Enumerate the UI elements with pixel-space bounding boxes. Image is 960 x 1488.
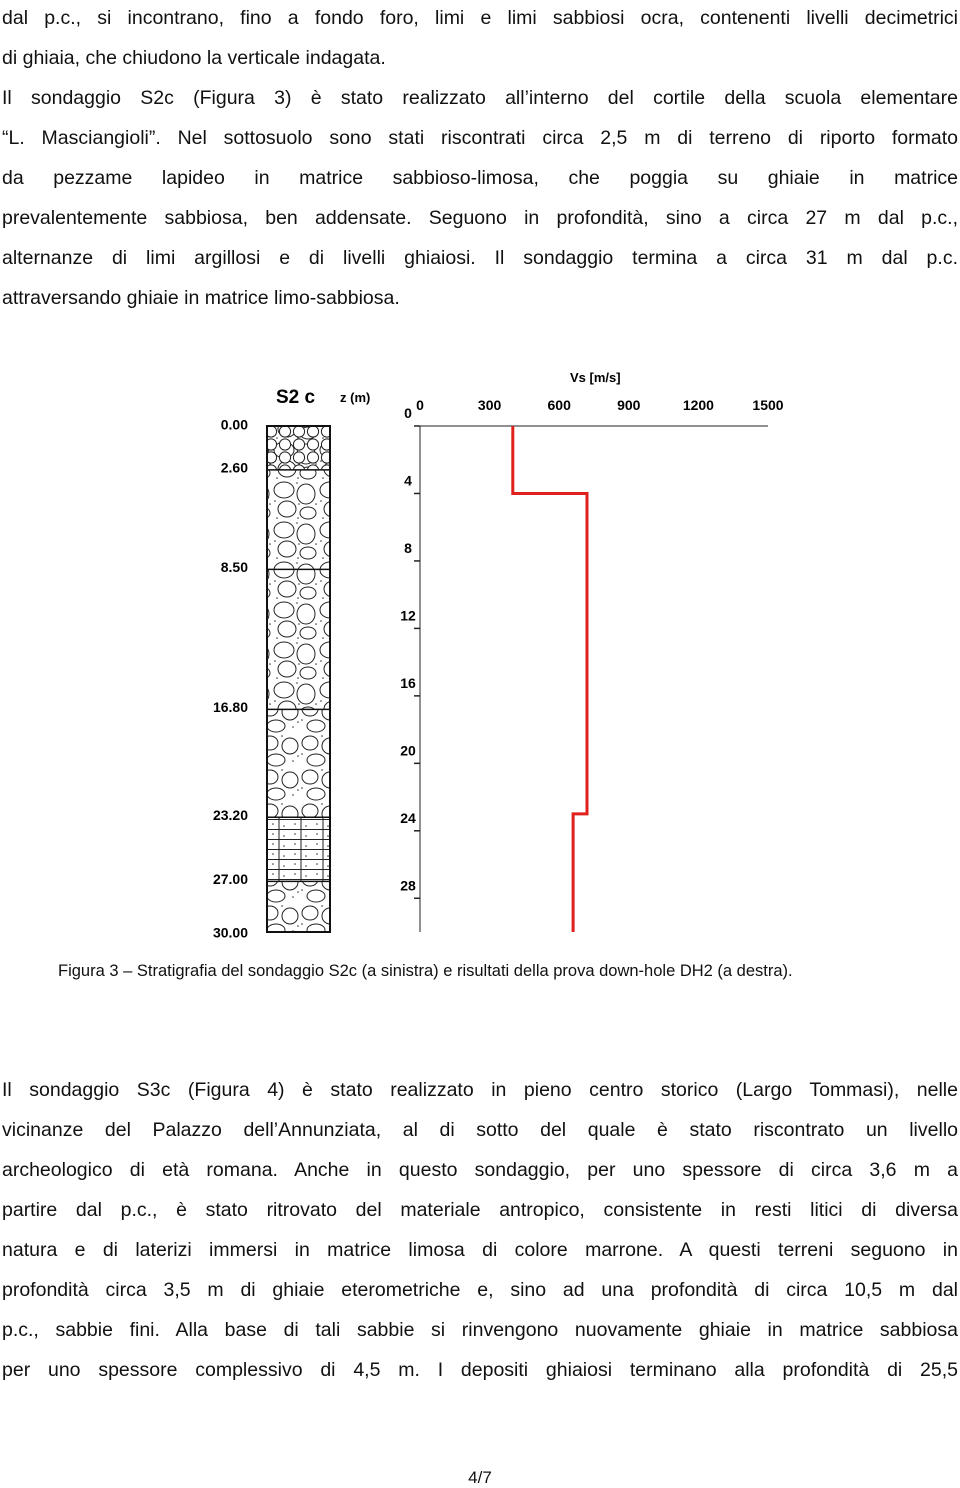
figure-3-svg xyxy=(180,360,800,950)
x-tick-label: 0 xyxy=(416,397,424,413)
text-line: per uno spessore complessivo di 4,5 m. I depositi ghiaiosi terminano alla profondità di 25,5 xyxy=(2,1359,958,1381)
y-tick-label: 16 xyxy=(400,674,416,691)
y-tick-label: 4 xyxy=(404,472,412,489)
text-line: vicinanze del Palazzo dell’Annunziata, al di sotto del quale è stato riscontrato un livello xyxy=(2,1119,958,1141)
log-title: S2 c xyxy=(276,387,316,408)
layer-depth-label: 27.00 xyxy=(212,871,248,888)
text-line: profondità circa 3,5 m di ghiaie eterometriche e, sino ad una profondità di circa 10,5 m dal xyxy=(2,1279,958,1301)
vs-profile-line xyxy=(513,426,587,932)
depth-axis-label: z (m) xyxy=(340,390,371,405)
layer-depth-label: 16.80 xyxy=(212,699,248,716)
figure-3 xyxy=(180,360,800,950)
text-line: archeologico di età romana. Anche in questo sondaggio, per uno spessore di circa 3,6 m a xyxy=(2,1159,958,1181)
page-number: 4/7 xyxy=(468,1468,492,1487)
y-tick-label: 20 xyxy=(400,742,416,759)
layer-ghiaie-limi xyxy=(267,709,330,817)
layer-depth-label: 8.50 xyxy=(220,559,248,576)
x-tick-label: 600 xyxy=(547,397,571,413)
text-line: prevalentemente sabbiosa, ben addensate. Seguono in profondità, sino a circa 27 m dal p.c., xyxy=(2,207,958,229)
layer-depth-label: 0.00 xyxy=(220,416,248,433)
paragraph-s3c xyxy=(2,1070,958,1390)
text-line: alternanze di limi argillosi e di livelli ghiaiosi. Il sondaggio termina a circa 31 m dal p.c. xyxy=(2,247,958,269)
text-line: natura e di laterizi immersi in matrice limosa di colore marrone. A questi terreni seguono in xyxy=(2,1239,958,1261)
layer-riporto xyxy=(267,426,330,470)
layer-limi xyxy=(267,817,330,881)
text-line: partire dal p.c., è stato ritrovato del materiale antropico, consistente in resti litici di diversa xyxy=(2,1199,958,1221)
y-tick-label: 12 xyxy=(400,607,416,624)
text-line: “L. Masciangioli”. Nel sottosuolo sono stati riscontrati circa 2,5 m di terreno di riporto formato xyxy=(2,127,958,149)
text-line: Il sondaggio S3c (Figura 4) è stato realizzato in pieno centro storico (Largo Tommasi), nelle xyxy=(2,1079,958,1101)
vs-axis-label: Vs [m/s] xyxy=(570,370,621,385)
text-line: dal p.c., si incontrano, fino a fondo foro, limi e limi sabbiosi ocra, contenenti livelli decimetrici xyxy=(2,7,958,29)
y-tick-label: 8 xyxy=(404,539,412,556)
layer-depth-label: 2.60 xyxy=(220,459,248,476)
figure-caption: Figura 3 – Stratigrafia del sondaggio S2c (a sinistra) e risultati della prova down-hole DH2 (a destra). xyxy=(58,962,793,980)
text-line: p.c., sabbie fini. Alla base di tali sabbie si rinvengono nuovamente ghiaie in matrice sabbiosa xyxy=(2,1319,958,1341)
layer-ghiaie-base xyxy=(267,881,330,932)
y-tick-label: 0 xyxy=(404,405,412,421)
layer-depth-label: 23.20 xyxy=(212,807,248,824)
text-line: attraversando ghiaie in matrice limo-sabbiosa. xyxy=(2,287,400,309)
paragraph-s2c xyxy=(2,0,958,318)
x-tick-label: 1500 xyxy=(752,397,784,413)
y-tick-label: 24 xyxy=(400,809,416,826)
text-line: Il sondaggio S2c (Figura 3) è stato realizzato all’interno del cortile della scuola elementare xyxy=(2,87,958,109)
x-tick-label: 900 xyxy=(617,397,641,413)
x-tick-label: 1200 xyxy=(682,397,714,413)
x-tick-label: 300 xyxy=(477,397,502,413)
text-line: da pezzame lapideo in matrice sabbioso-limosa, che poggia su ghiaie in matrice xyxy=(2,167,958,189)
layer-depth-label: 30.00 xyxy=(212,924,248,941)
y-tick-label: 28 xyxy=(400,877,416,894)
text-line: di ghiaia, che chiudono la verticale indagata. xyxy=(2,47,386,69)
